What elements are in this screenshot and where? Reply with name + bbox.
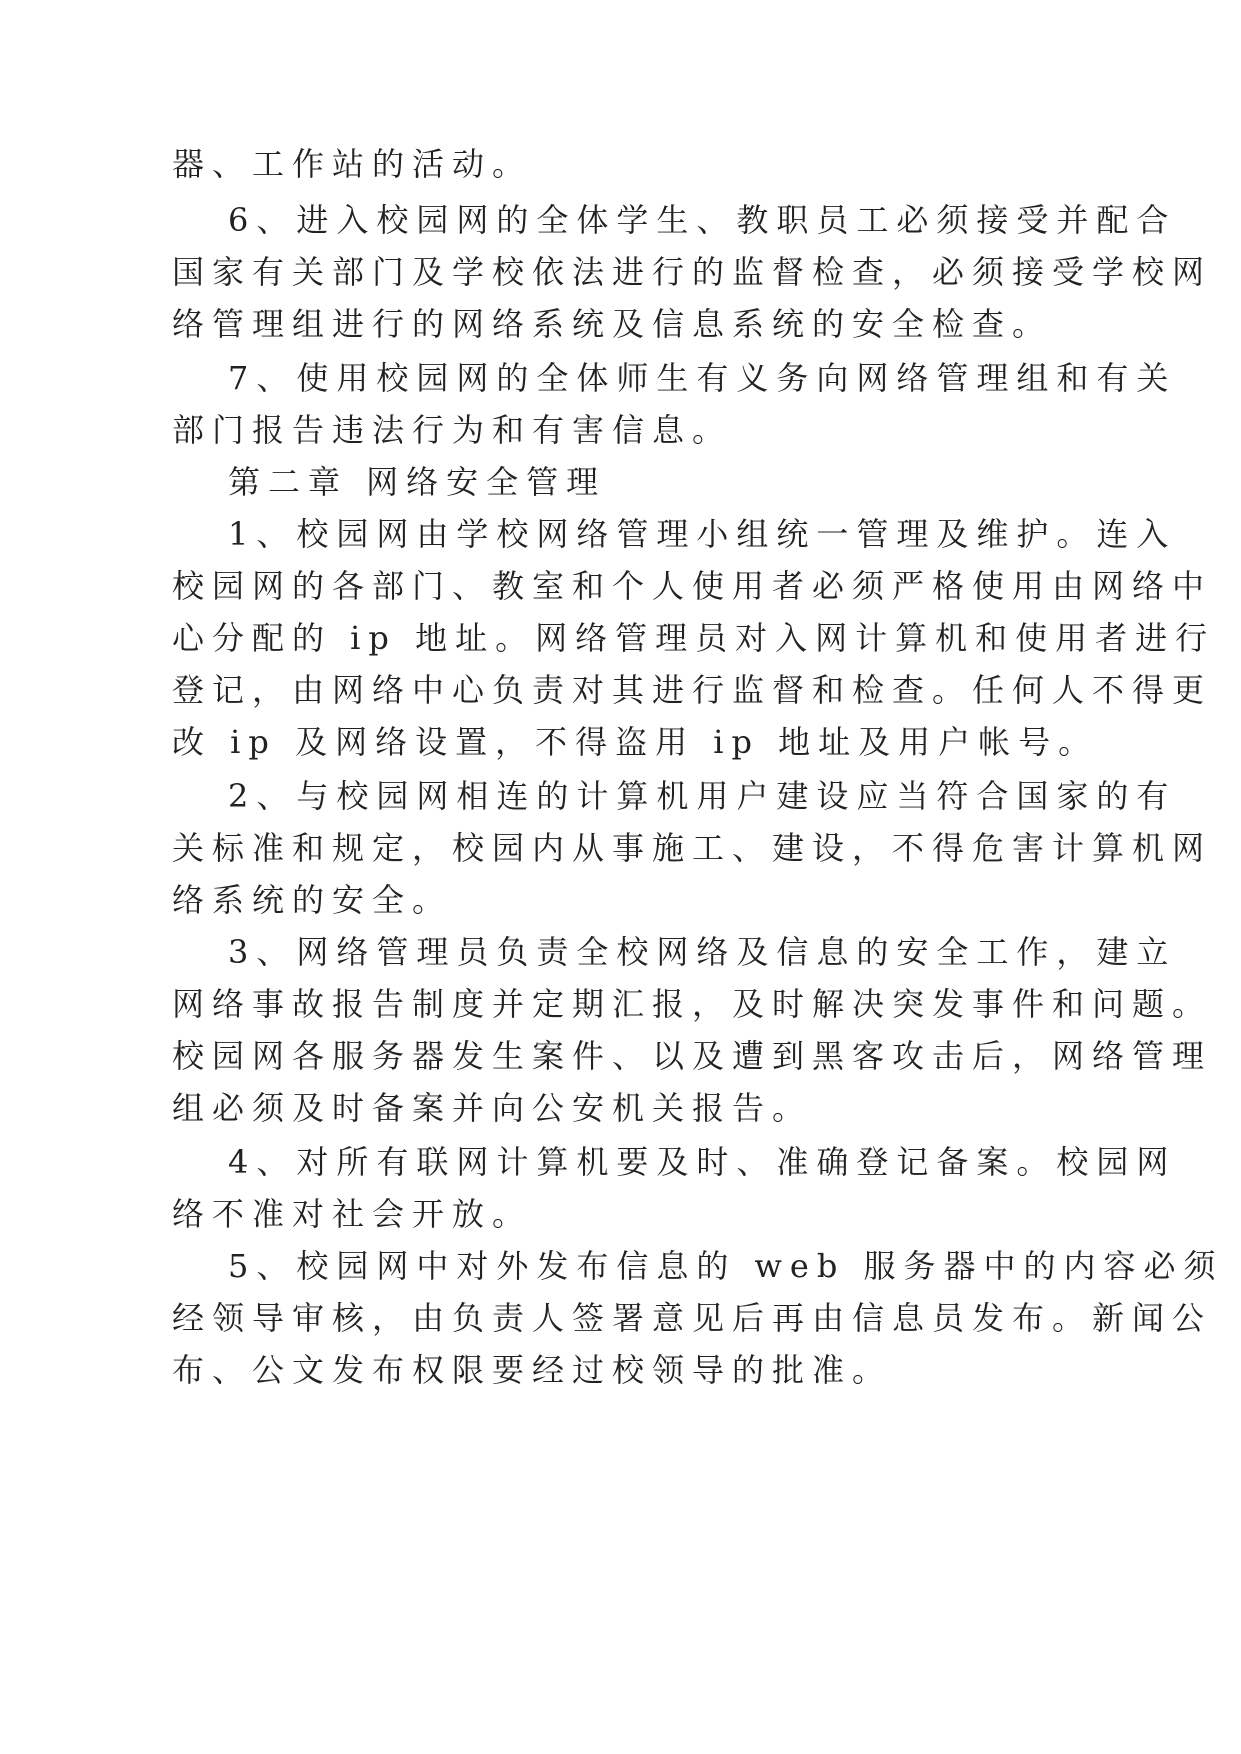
text-line: 登记，由网络中心负责对其进行监督和检查。任何人不得更 — [172, 671, 1213, 709]
text-line: 6、进入校园网的全体学生、教职员工必须接受并配合 — [228, 201, 1177, 239]
text-line: 部门报告违法行为和有害信息。 — [172, 411, 733, 449]
text-line: 校园网各服务器发生案件、以及遭到黑客攻击后，网络管理 — [172, 1037, 1213, 1075]
text-line: 心分配的 ip 地址。网络管理员对入网计算机和使用者进行 — [172, 619, 1216, 657]
text-line: 络系统的安全。 — [172, 881, 453, 919]
text-line: 络不准对社会开放。 — [172, 1195, 533, 1233]
text-line: 关标准和规定，校园内从事施工、建设，不得危害计算机网 — [172, 829, 1213, 867]
text-line: 经领导审核，由负责人签署意见后再由信息员发布。新闻公 — [172, 1299, 1213, 1337]
text-line: 改 ip 及网络设置，不得盗用 ip 地址及用户帐号。 — [172, 723, 1099, 761]
chapter-heading: 第二章 网络安全管理 — [228, 463, 607, 501]
text-line: 器、工作站的活动。 — [172, 145, 533, 183]
text-line: 国家有关部门及学校依法进行的监督检查，必须接受学校网 — [172, 253, 1213, 291]
text-line: 校园网的各部门、教室和个人使用者必须严格使用由网络中 — [172, 567, 1213, 605]
text-line: 3、网络管理员负责全校网络及信息的安全工作，建立 — [228, 933, 1177, 971]
text-line: 2、与校园网相连的计算机用户建设应当符合国家的有 — [228, 777, 1177, 815]
text-line: 1、校园网由学校网络管理小组统一管理及维护。连入 — [228, 515, 1177, 553]
text-line: 络管理组进行的网络系统及信息系统的安全检查。 — [172, 305, 1053, 343]
text-line: 组必须及时备案并向公安机关报告。 — [172, 1089, 813, 1127]
text-line: 7、使用校园网的全体师生有义务向网络管理组和有关 — [228, 359, 1177, 397]
text-line: 4、对所有联网计算机要及时、准确登记备案。校园网 — [228, 1143, 1177, 1181]
text-line: 网络事故报告制度并定期汇报，及时解决突发事件和问题。 — [172, 985, 1213, 1023]
text-line: 布、公文发布权限要经过校领导的批准。 — [172, 1351, 893, 1389]
text-line: 5、校园网中对外发布信息的 web 服务器中的内容必须 — [228, 1247, 1224, 1285]
